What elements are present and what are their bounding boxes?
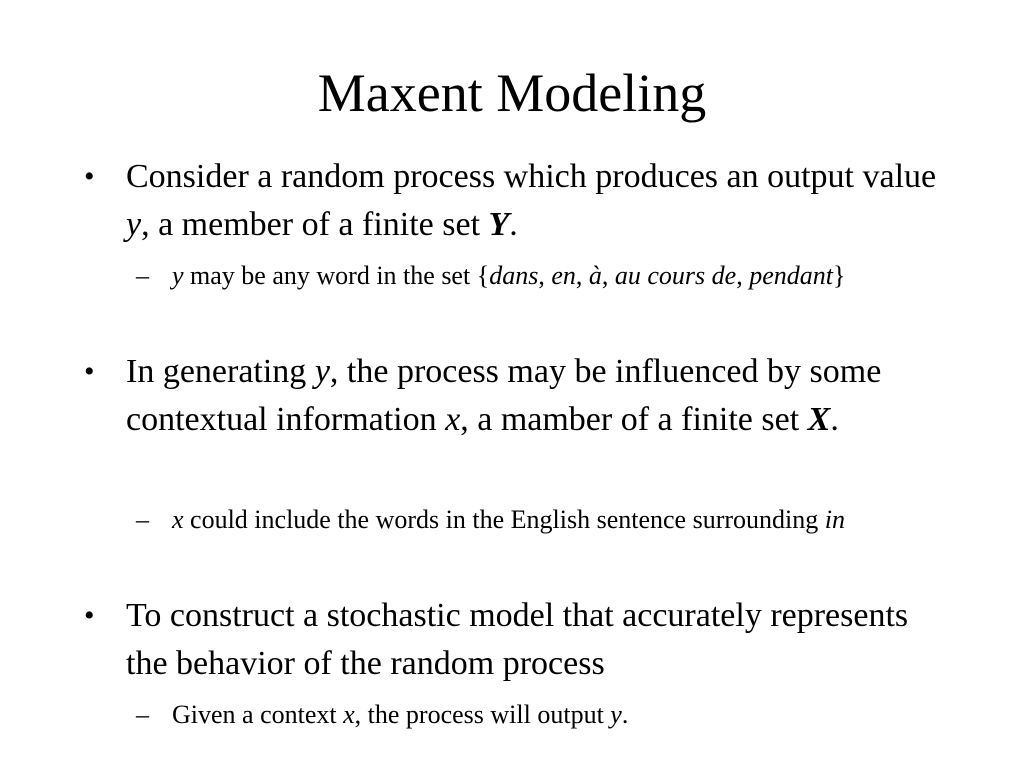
text-run: au cours de	[614, 261, 737, 290]
sub-bullet-item	[136, 696, 952, 734]
text-run: }	[832, 261, 846, 290]
text-run: en	[551, 261, 576, 290]
text-run: y	[172, 261, 184, 290]
bullet-marker: •	[84, 355, 95, 388]
sub-bullet-marker: –	[136, 700, 149, 729]
text-run: .	[509, 206, 518, 243]
bullet-item	[84, 592, 946, 688]
text-run: ,	[601, 261, 615, 290]
text-run: Consider a random process which produces an output value	[126, 158, 937, 195]
text-run: Given a context	[172, 700, 344, 729]
text-run: In generating	[126, 353, 315, 390]
text-run: x	[172, 505, 184, 534]
sub-bullet-marker: –	[136, 261, 149, 290]
text-run: y	[126, 206, 142, 243]
text-run: pendant	[749, 261, 833, 290]
bullet-item	[84, 153, 946, 249]
text-run: To construct a stochastic model that accurately represents the behavior of the random process	[126, 597, 909, 682]
text-run: , the process may be influenced by some contextual information	[126, 353, 882, 438]
text-run: à	[588, 261, 602, 290]
bullet-item	[84, 348, 946, 444]
text-run: , a member of a finite set	[141, 206, 489, 243]
text-run: .	[830, 401, 839, 438]
sub-bullet-text	[172, 505, 845, 534]
text-run: dans	[489, 261, 539, 290]
slide-title: Maxent Modeling	[317, 63, 707, 123]
text-run: y	[314, 353, 330, 390]
sub-bullet-text	[172, 261, 845, 290]
sub-bullet-item	[136, 257, 952, 295]
text-run: x	[343, 700, 355, 729]
text-run: could include the words in the English sentence surrounding	[183, 505, 825, 534]
bullet-marker: •	[84, 599, 95, 632]
bullet-text	[126, 353, 881, 438]
text-run: in	[824, 505, 845, 534]
text-run: ,	[538, 261, 552, 290]
text-run: X	[807, 401, 831, 438]
text-run: ,	[736, 261, 750, 290]
sub-bullet-text	[172, 700, 628, 729]
sub-bullet-marker: –	[136, 505, 149, 534]
text-run: .	[621, 700, 629, 729]
text-run: ,	[575, 261, 589, 290]
text-run: y	[610, 700, 622, 729]
bullet-text	[126, 597, 908, 682]
bullet-text	[126, 158, 936, 243]
text-run: Y	[488, 206, 510, 243]
text-run: , the process will output	[354, 700, 611, 729]
text-run: x	[445, 401, 461, 438]
sub-bullet-item	[136, 501, 952, 539]
bullet-marker: •	[84, 160, 95, 193]
text-run: may be any word in the set {	[183, 261, 490, 290]
text-run: , a mamber of a finite set	[460, 401, 808, 438]
